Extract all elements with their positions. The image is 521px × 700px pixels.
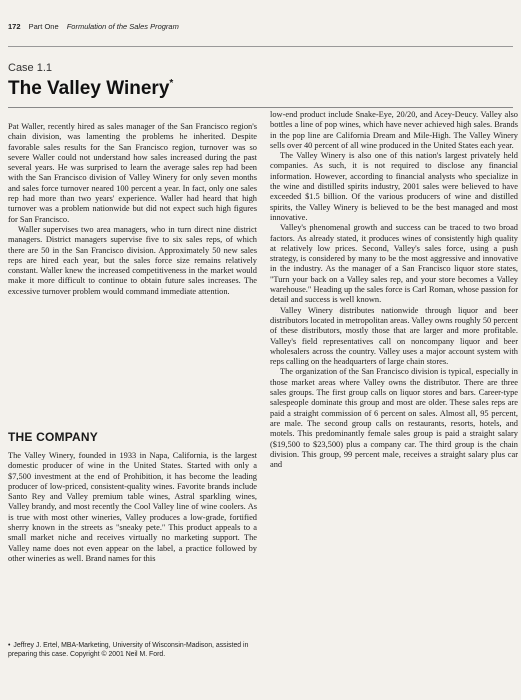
- footnote: [8, 641, 253, 659]
- right-column: [270, 110, 518, 470]
- case-title: [8, 78, 173, 100]
- paragraph: Valley Winery distributes nationwide through liquor and beer distributors located in metropolitan areas. Valley owns roughly 50 percent of these distributors, mostly those that are larger and more profitable. Valley's field representatives call on noncompany liquor and beer wholesalers across the country. Valley uses a major account system with reps calling on the headquarters of large chain stores.: [270, 305, 518, 367]
- paragraph: The Valley Winery, founded in 1933 in Napa, California, is the largest domestic producer of wine in the United States. Started with only a $7,500 investment at the end of Prohibition, it has become the leading producer of low-priced, consistent-quality wines. Favorite brands include Santo Rey and Valley premium table wines, Astral sparkling wines, Valley brandy, and most recently the Cool Valley line of wine coolers. As is true with most other wineries, Valley produces a low-grade, fortified sherry known in the streets as "sneaky pete." This product appeals to a small market niche and receives virtually no marketing support. The Valley name does not even appear on the label, a practice followed by other wineries as well. Brand names for this: [8, 451, 257, 563]
- page-number: 172: [8, 22, 21, 31]
- case-label: Case 1.1: [8, 62, 53, 74]
- paragraph: low-end product include Snake-Eye, 20/20, and Acey-Deucy. Valley also bottles a line of pop wines, which have never achieved high sales. Brands in the pop line are California Dream and Mile-High. The Valley Winery sells over 40 percent of all wine produced in the United States each year.: [270, 110, 518, 150]
- paragraph: Pat Waller, recently hired as sales manager of the San Francisco region's chain division, was lamenting the problems he inherited. Despite favorable sales results for the San Francisco region, turnover was so severe Waller could not understand how sales increased during the past several years. He was surprised to learn the average sales rep had been with the San Francisco division of Valley Winery for only seven months and sales force turnover neared 100 percent a year. In fact, only one sales rep had more than two years' experience. Waller had heard that high turnover was a problem nationwide but did not expect such high figures for San Francisco.: [8, 122, 257, 224]
- paragraph: The Valley Winery is also one of this nation's largest privately held companies. As such, it is not required to disclose any financial information. However, according to financial analysts who specialize in the wine and distilled spirits industry, 2001 sales were believed to have exceeded $1.5 billion. Of the various producers of wine and distilled spirits, the Valley Winery is believed to be the best managed and most innovative.: [270, 151, 518, 222]
- left-column-company: [8, 451, 257, 564]
- header-rule: [8, 46, 513, 47]
- case-title-footnote-mark: *: [169, 78, 174, 89]
- case-title-text: The Valley Winery: [8, 78, 170, 99]
- title-rule: [8, 107, 513, 108]
- running-header: [8, 22, 513, 31]
- paragraph: The organization of the San Francisco division is typical, especially in those market areas where Valley owns the distributor. There are three sales groups. The first group calls on liquor stores and bars. Career-type salespeople dominate this group and most are older. These sales reps are paid a straight commission of 6 percent on sales. Almost all, 95 percent, are male. The second group calls on restaurants, resorts, hotels, and motels. This predominantly female sales group is paid a straight salary ($19,500 to $23,500) plus a company car. The third group is the chain division. This group, 99 percent male, receives a straight salary plus car and: [270, 367, 518, 470]
- part-label: Part One: [28, 22, 59, 31]
- left-column-intro: [8, 122, 257, 297]
- running-title: Formulation of the Sales Program: [66, 22, 179, 31]
- paragraph: Valley's phenomenal growth and success can be traced to two broad factors. As already stated, it produces wines of consistently high quality at relatively low prices. Second, Valley's sales force, using a push strategy, is considered by many to be the most aggressive and innovative in the industry. As the manager of a San Francisco liquor store states, "Turn your back on a Valley sales rep, and your store becomes a Valley warehouse." Heading up the sales force is Carl Roman, whose passion for detail and success is well known.: [270, 223, 518, 305]
- paragraph: Waller supervises two area managers, who in turn direct nine district managers. District managers supervise five to six sales reps, of which there are 50 in the San Francisco division. Approximately 50 new sales reps are hired each year, but the sales force size remains relatively constant. Waller knew the increased competitiveness in the market would make it more difficult to continue to obtain future sales increases. The excessive turnover problem would command immediate attention.: [8, 224, 257, 296]
- footnote-bullet: •: [8, 642, 11, 649]
- footnote-text: Jeffrey J. Ertel, MBA-Marketing, University of Wisconsin-Madison, assisted in preparing this case. Copyright © 2001 Neil M. Ford.: [8, 642, 249, 658]
- section-heading-company: THE COMPANY: [8, 430, 98, 444]
